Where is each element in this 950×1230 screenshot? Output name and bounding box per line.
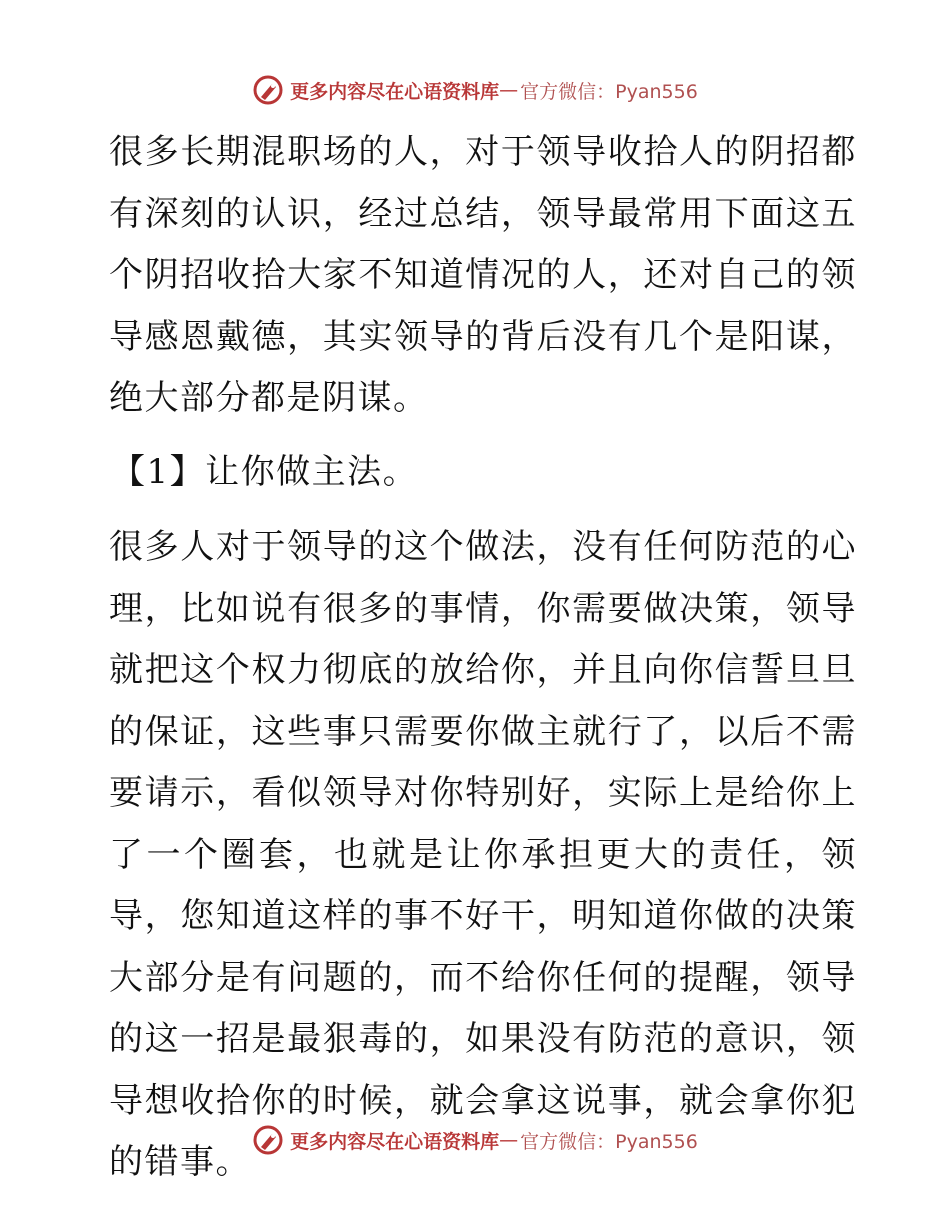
pen-nib-circle-icon xyxy=(252,74,284,106)
watermark-wechat: 官方微信：Pyan556 xyxy=(520,80,698,103)
header-watermark xyxy=(0,70,950,110)
section-heading: 【1】让你做主法。 xyxy=(111,451,419,492)
watermark-title: 更多内容尽在心语资料库 xyxy=(290,1130,500,1153)
watermark-dash: — xyxy=(499,1129,519,1151)
watermark-wechat: 官方微信：Pyan556 xyxy=(520,1130,698,1153)
section-paragraph: 很多人对于领导的这个做法，没有任何防范的心理，比如说有很多的事情，你需要做决策，领导就把这个权力彻底的放给你，并且向你信誓旦旦的保证，这些事只需要你做主就行了，以后不需要请示，看似领导对你特别好，实际上是给你上了一个圈套，也就是让你承担更大的责任，领导，您知道这样的事不好干，明知道你做的决策大部分是有问题的，而不给你任何的提醒，领导的这一招是最狠毒的，如果没有防范的意识，领导想收拾你的时候，就会拿这说事，就会拿你犯的错事。 xyxy=(109,527,857,1182)
pen-nib-circle-icon xyxy=(252,1124,284,1156)
article-body xyxy=(97,122,857,1194)
watermark-dash: — xyxy=(499,79,519,101)
footer-watermark xyxy=(0,1120,950,1160)
watermark-title: 更多内容尽在心语资料库 xyxy=(290,80,500,103)
intro-paragraph: 很多长期混职场的人，对于领导收拾人的阴招都有深刻的认识，经过总结，领导最常用下面这五个阴招收拾大家不知道情况的人，还对自己的领导感恩戴德，其实领导的背后没有几个是阳谋，绝大部分都是阴谋。 xyxy=(109,132,857,418)
